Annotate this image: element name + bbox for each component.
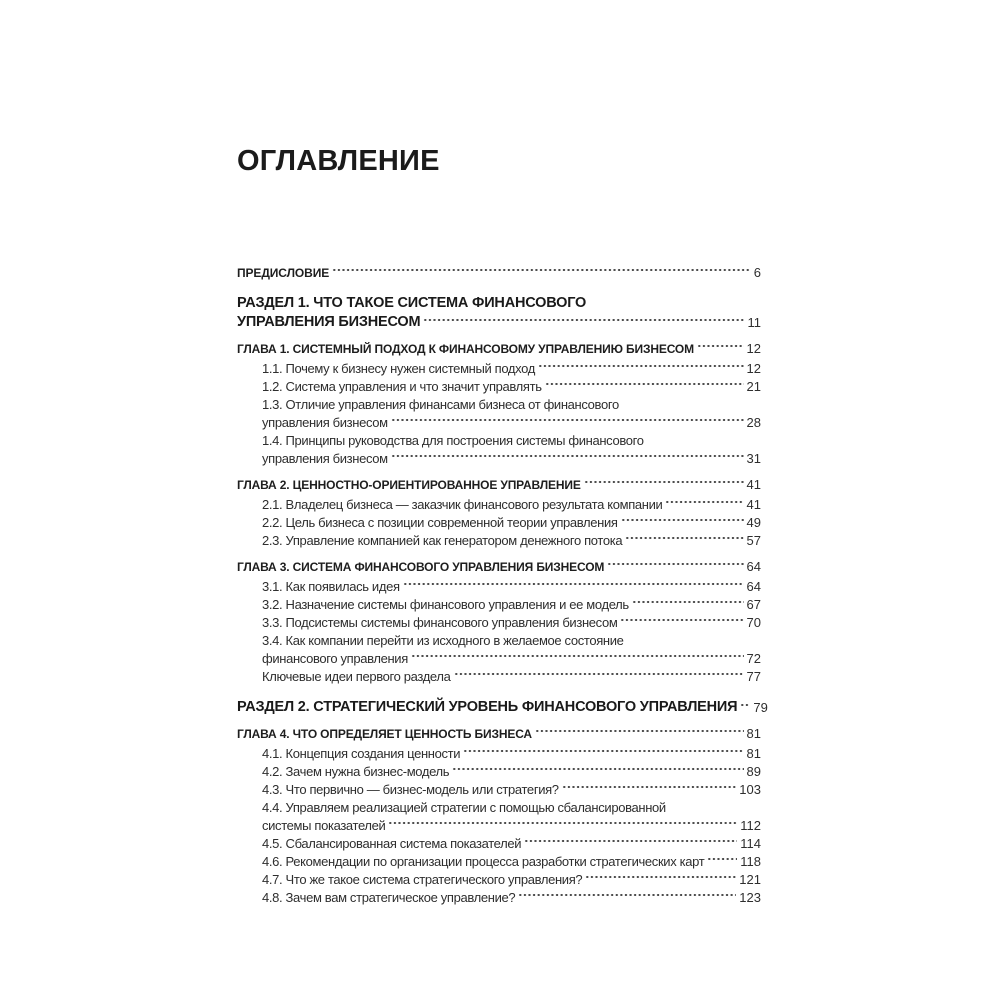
toc-page-number: 41 [746,477,761,492]
page-title: ОГЛАВЛЕНИЕ [237,145,440,177]
toc-entry-text: 2.3. Управление компанией как генератором денежного потока [262,533,623,548]
toc-page-number: 41 [746,497,761,512]
toc-entry-line [262,650,761,668]
dotted-leader [463,745,743,763]
toc-entry-item [237,432,761,468]
dotted-leader [518,889,736,907]
toc-entry-text: РАЗДЕЛ 2. СТРАТЕГИЧЕСКИЙ УРОВЕНЬ ФИНАНСОВОГО УПРАВЛЕНИЯ [237,699,738,715]
toc-entry-text: финансового управления [262,651,408,666]
toc-content [237,145,768,907]
toc-entry-line [237,294,761,313]
toc-entry-item [237,745,761,763]
dotted-leader [740,699,750,717]
toc-entry-text: Ключевые идеи первого раздела [262,669,451,684]
toc-entry-item [237,781,761,799]
dotted-leader [423,314,744,332]
toc-entry-text: 3.3. Подсистемы системы финансового управления бизнесом [262,615,618,630]
toc-entry-line [262,596,761,614]
toc-entry-line [262,835,761,853]
dotted-leader [607,558,743,576]
toc-page-number: 12 [746,361,761,376]
toc-entry-line [262,414,761,432]
toc-page-number: 72 [746,651,761,666]
toc-entry-text: 4.1. Концепция создания ценности [262,746,461,761]
toc-page-number: 28 [746,415,761,430]
dotted-leader [403,578,744,596]
toc-entry-line [237,476,761,494]
toc-entry-item [237,514,761,532]
toc-entry-text: управления бизнесом [262,415,388,430]
toc-entry-line [237,313,761,332]
dotted-leader [391,450,744,468]
toc-entry-line [262,578,761,596]
toc-entry-item [237,496,761,514]
toc-entry-line [237,725,761,743]
toc-entry-item [237,578,761,596]
toc-entry-text: 2.1. Владелец бизнеса — заказчик финансового результата компании [262,497,663,512]
toc-entry-text: 2.2. Цель бизнеса с позиции современной теории управления [262,515,618,530]
toc-page-number: 89 [746,764,761,779]
toc-entry-line [262,668,761,686]
toc-page-number: 114 [740,836,761,851]
toc-entry-line [262,432,761,450]
dotted-leader [707,853,737,871]
toc-entry-text: 3.1. Как появилась идея [262,579,400,594]
dotted-leader [585,871,736,889]
dotted-leader [620,614,743,632]
toc-page-number: 118 [740,854,761,869]
dotted-leader [452,763,743,781]
dotted-leader [584,476,744,494]
toc-entry-item [237,360,761,378]
toc-entry-text: 1.1. Почему к бизнесу нужен системный подход [262,361,535,376]
toc-entry-line [262,360,761,378]
dotted-leader [411,650,744,668]
toc-entry-text: управления бизнесом [262,451,388,466]
toc-entry-text: 4.5. Сбалансированная система показателей [262,836,522,851]
toc-page-number: 67 [746,597,761,612]
toc-page-number: 11 [747,315,761,330]
toc-page-number: 70 [746,615,761,630]
toc-entry-item [237,614,761,632]
toc-entry-line [262,632,761,650]
toc-entry-item [237,378,761,396]
toc-entry-text: ПРЕДИСЛОВИЕ [237,266,330,280]
toc-entry-item [237,871,761,889]
toc-page-number: 81 [746,746,761,761]
toc-page-number: 77 [746,669,761,684]
toc-entry-text: РАЗДЕЛ 1. ЧТО ТАКОЕ СИСТЕМА ФИНАНСОВОГО [237,295,587,311]
dotted-leader [632,596,744,614]
toc-entry-line [237,558,761,576]
toc-page-number: 79 [753,700,768,715]
toc-entry-text: 1.3. Отличие управления финансами бизнеса от финансового [262,397,619,412]
dotted-leader [621,514,744,532]
toc-entry-chapter [237,476,761,494]
toc-entry-line [262,496,761,514]
toc-entry-line [262,532,761,550]
toc-entry-text: 4.3. Что первично — бизнес-модель или стратегия? [262,782,559,797]
dotted-leader [332,264,751,282]
toc-entry-item [237,596,761,614]
toc-entry-text: 4.2. Зачем нужна бизнес-модель [262,764,450,779]
toc-entry-text: ГЛАВА 2. ЦЕННОСТНО-ОРИЕНТИРОВАННОЕ УПРАВЛЕНИЕ [237,478,581,492]
toc-entry-line [262,450,761,468]
toc-entry-text: ГЛАВА 3. СИСТЕМА ФИНАНСОВОГО УПРАВЛЕНИЯ БИЗНЕСОМ [237,560,605,574]
toc-entry-item [237,396,761,432]
toc-entry-text: 1.2. Система управления и что значит управлять [262,379,542,394]
toc-entry-line [262,745,761,763]
toc-entry-item [237,763,761,781]
dotted-leader [625,532,743,550]
dotted-leader [454,668,744,686]
toc-page-number: 21 [746,379,761,394]
toc-entry-line [262,889,761,907]
toc-entry-text: УПРАВЛЕНИЯ БИЗНЕСОМ [237,314,421,330]
toc-entry-chapter [237,558,761,576]
toc-entry-line [262,614,761,632]
dotted-leader [524,835,737,853]
toc-entry-line [262,817,761,835]
toc-entry-text: 3.2. Назначение системы финансового управления и ее модель [262,597,629,612]
toc-entry-line [262,763,761,781]
dotted-leader [562,781,737,799]
toc-entry-chapter [237,725,761,743]
toc-entry-preface [237,264,761,282]
toc-entry-line [262,514,761,532]
toc-entry-line [262,396,761,414]
dotted-leader [665,496,743,514]
toc-page-number: 6 [753,265,761,280]
toc-page-number: 12 [746,341,761,356]
toc-entry-line [262,871,761,889]
dotted-leader [545,378,744,396]
toc-page-number: 31 [746,451,761,466]
toc-entry-text: 4.7. Что же такое система стратегического управления? [262,872,583,887]
toc-entry-line [237,340,761,358]
toc-entry-text: 3.4. Как компании перейти из исходного в желаемое состояние [262,633,624,648]
toc-entry-text: ГЛАВА 4. ЧТО ОПРЕДЕЛЯЕТ ЦЕННОСТЬ БИЗНЕСА [237,727,532,741]
toc-page-number: 64 [746,579,761,594]
toc-entry-text: системы показателей [262,818,386,833]
toc-list [237,264,768,907]
toc-entry-chapter [237,340,761,358]
toc-entry-line [262,853,761,871]
toc-entry-text: 4.6. Рекомендации по организации процесса разработки стратегических карт [262,854,705,869]
toc-entry-line [262,378,761,396]
toc-page-number: 103 [739,782,761,797]
toc-page-number: 81 [746,726,761,741]
toc-entry-item [237,835,761,853]
toc-entry-text: 4.8. Зачем вам стратегическое управление? [262,890,516,905]
toc-entry-text: ГЛАВА 1. СИСТЕМНЫЙ ПОДХОД К ФИНАНСОВОМУ УПРАВЛЕНИЮ БИЗНЕСОМ [237,342,694,356]
toc-entry-item [237,668,761,686]
toc-entry-item [237,799,761,835]
toc-page-number: 112 [740,818,761,833]
toc-entry-item [237,853,761,871]
toc-entry-line [237,698,768,717]
dotted-leader [538,360,744,378]
dotted-leader [535,725,744,743]
toc-page-number: 57 [746,533,761,548]
dotted-leader [388,817,737,835]
toc-entry-item [237,532,761,550]
toc-entry-section [237,294,761,332]
toc-page-number: 123 [739,890,761,905]
dotted-leader [391,414,744,432]
toc-entry-line [262,799,761,817]
toc-entry-text: 1.4. Принципы руководства для построения системы финансового [262,433,644,448]
dotted-leader [697,340,744,358]
toc-entry-item [237,889,761,907]
toc-entry-section [237,698,768,717]
toc-entry-line [262,781,761,799]
toc-entry-item [237,632,761,668]
toc-entry-text: 4.4. Управляем реализацией стратегии с помощью сбалансированной [262,800,666,815]
toc-page-number: 121 [739,872,761,887]
toc-page-number: 49 [746,515,761,530]
toc-entry-line [237,264,761,282]
toc-page-number: 64 [746,559,761,574]
